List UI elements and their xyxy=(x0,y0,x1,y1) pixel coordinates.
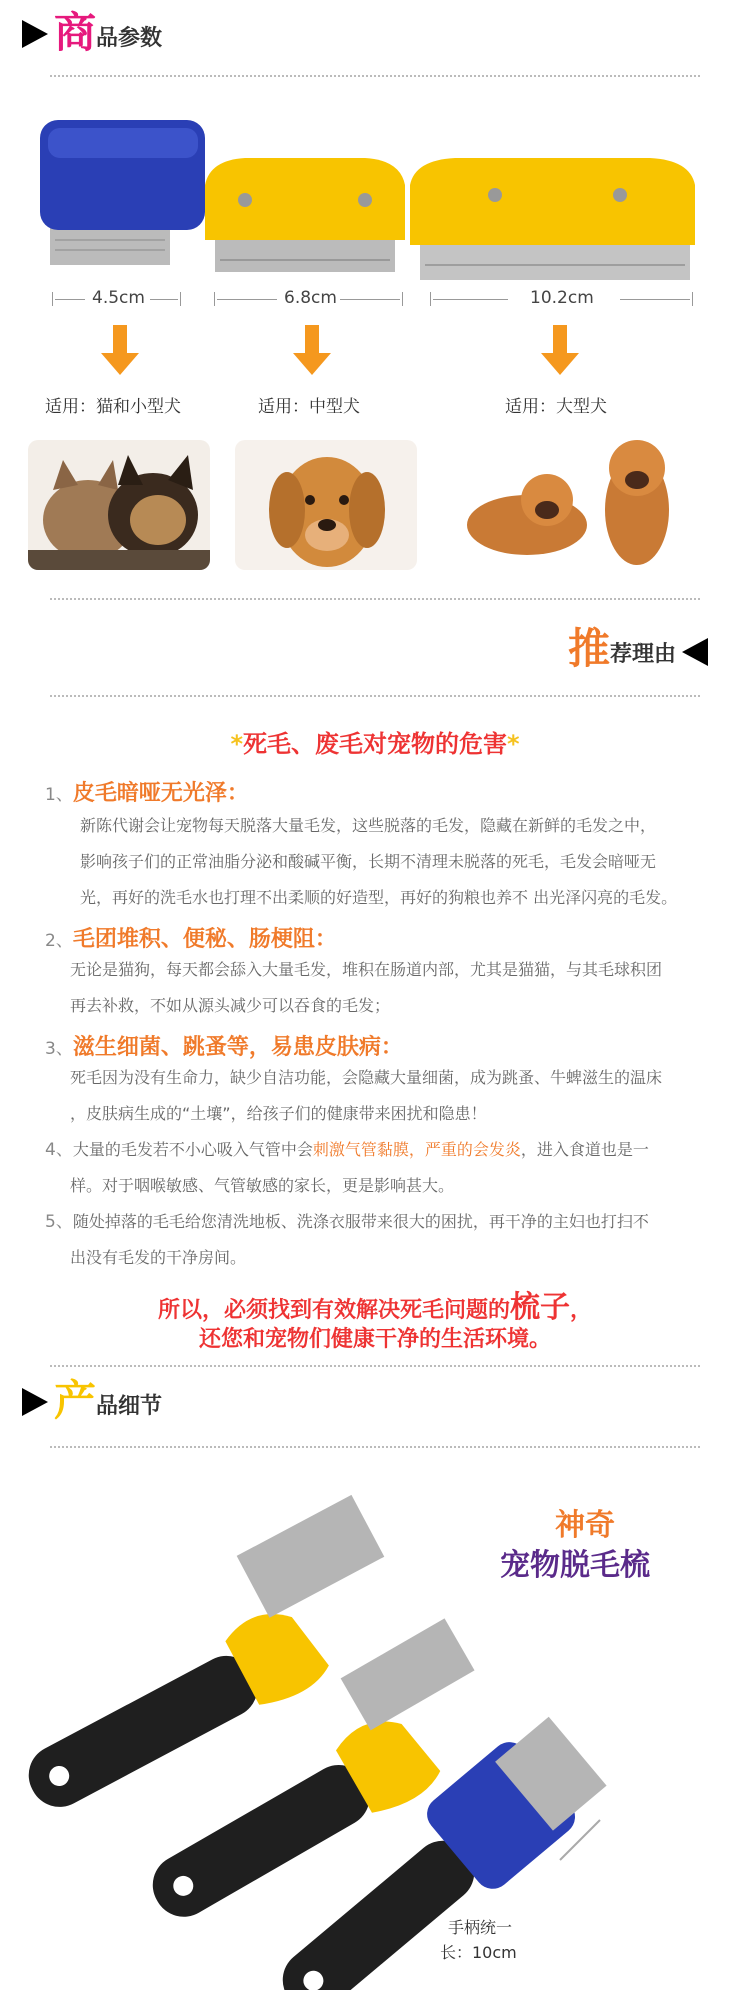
dim-tick xyxy=(692,292,693,306)
arrow-down-icon xyxy=(113,325,127,355)
reason-line: 无论是猫狗，每天都会舔入大量毛发，堆积在肠道内部，尤其是猫猫，与其毛球积团 xyxy=(70,960,663,979)
reason-4 xyxy=(45,1132,735,1204)
section-title-rest: 荐理由 xyxy=(610,642,677,667)
triangle-left-icon xyxy=(682,638,708,666)
divider xyxy=(50,75,700,77)
medium-dog-photo xyxy=(235,440,417,570)
reason-2-heading-row xyxy=(45,922,337,953)
reason-number: 2、 xyxy=(45,931,73,951)
reason-4-text: 大量的毛发若不小心吸入气管中会 xyxy=(72,1140,313,1159)
dim-line xyxy=(150,299,178,300)
reason-number: 1、 xyxy=(45,785,73,805)
divider xyxy=(50,1365,700,1367)
handle-note-line-1: 手柄统一 xyxy=(448,1918,513,1937)
reason-1-body xyxy=(80,808,720,916)
arrow-down-icon xyxy=(305,325,319,355)
harm-title xyxy=(0,724,750,759)
dim-tick xyxy=(214,292,215,306)
harm-title-text: 死毛、废毛对宠物的危害 xyxy=(243,730,507,758)
reason-line: 新陈代谢会让宠物每天脱落大量毛发，这些脱落的毛发，隐藏在新鲜的毛发之中， xyxy=(80,816,657,835)
dim-line xyxy=(340,299,400,300)
section-title-rest: 品细节 xyxy=(96,1394,163,1419)
reason-line: 再去补救，不如从源头减少可以吞食的毛发； xyxy=(70,996,391,1015)
use-label-small: 适用：猫和小型犬 xyxy=(45,397,181,417)
conclusion-line-2: 还您和宠物们健康干净的生活环境。 xyxy=(198,1327,551,1352)
reason-number: 5、 xyxy=(45,1212,73,1232)
arrow-down-icon xyxy=(553,325,567,355)
dim-line xyxy=(217,299,277,300)
product-heads-image xyxy=(30,100,710,280)
reason-line: 死毛因为没有生命力，缺少自洁功能，会隐藏大量细菌，成为跳蚤、牛蜱滋生的温床 xyxy=(70,1068,663,1087)
section-title-big-char: 商 xyxy=(54,8,97,57)
star-icon: * xyxy=(507,730,520,758)
dim-label-medium: 6.8cm xyxy=(284,288,337,308)
dim-tick xyxy=(52,292,53,306)
reason-3-heading-row xyxy=(45,1030,403,1061)
conclusion-line-1 xyxy=(0,1282,750,1326)
large-dogs-photo xyxy=(452,430,684,570)
divider xyxy=(50,695,700,697)
reason-line: 样。对于咽喉敏感、气管敏感的家长，更是影响甚大。 xyxy=(70,1176,455,1195)
dim-tick xyxy=(180,292,181,306)
reason-line: ，皮肤病生成的“土壤”，给孩子们的健康带来困扰和隐患！ xyxy=(70,1104,487,1123)
dim-line xyxy=(433,299,508,300)
dim-line xyxy=(620,299,690,300)
use-label-large: 适用：大型犬 xyxy=(505,397,607,417)
section-title-big-char: 推 xyxy=(568,624,611,673)
divider xyxy=(50,598,700,600)
dim-tick xyxy=(402,292,403,306)
reason-heading: 皮毛暗哑无光泽： xyxy=(72,781,249,806)
divider xyxy=(50,1446,700,1448)
reason-heading: 滋生细菌、跳蚤等，易患皮肤病： xyxy=(72,1035,403,1060)
reason-4-highlight: 刺激气管黏膜，严重的会发炎 xyxy=(312,1140,521,1159)
triangle-right-icon xyxy=(22,1388,48,1416)
star-icon: * xyxy=(230,730,243,758)
reason-5-text: 随处掉落的毛毛给您清洗地板、洗涤衣服带来很大的困扰，再干净的主妇也打扫不 xyxy=(72,1212,649,1231)
cat-and-small-dog-photo xyxy=(28,440,210,570)
conclusion-end: ， xyxy=(570,1298,593,1323)
handle-note-line-2: 长：10cm xyxy=(440,1943,517,1962)
product-tag-line-1: 神奇 xyxy=(555,1508,615,1543)
dim-label-small: 4.5cm xyxy=(92,288,145,308)
product-tag-line-2: 宠物脱毛梳 xyxy=(500,1548,650,1583)
reason-line: 出没有毛发的干净房间。 xyxy=(70,1248,247,1267)
section-title-big-char: 产 xyxy=(54,1376,97,1425)
reason-4-text-end: ，进入食道也是一 xyxy=(520,1140,649,1159)
dim-tick xyxy=(430,292,431,306)
conclusion-highlight: 梳子 xyxy=(510,1290,570,1325)
section-title-rest: 品参数 xyxy=(96,26,163,51)
reason-5 xyxy=(45,1204,735,1276)
triangle-right-icon xyxy=(22,20,48,48)
section-title-params xyxy=(22,8,163,57)
reason-number: 4、 xyxy=(45,1140,73,1160)
section-title-details xyxy=(22,1376,163,1425)
reason-3-body xyxy=(70,1060,730,1132)
reason-heading: 毛团堆积、便秘、肠梗阻： xyxy=(72,927,337,952)
use-label-medium: 适用：中型犬 xyxy=(258,397,360,417)
reason-line: 光，再好的洗毛水也打理不出柔顺的好造型，再好的狗粮也养不 出光泽闪亮的毛发。 xyxy=(80,888,678,907)
dim-line xyxy=(55,299,85,300)
reason-2-body xyxy=(70,952,730,1024)
reason-1-heading-row xyxy=(45,776,249,807)
reason-number: 3、 xyxy=(45,1039,73,1059)
conclusion-text: 所以，必须找到有效解决死毛问题的 xyxy=(157,1298,510,1323)
dim-label-large: 10.2cm xyxy=(530,288,594,308)
reason-line: 影响孩子们的正常油脂分泌和酸碱平衡，长期不清理未脱落的死毛，毛发会暗哑无 xyxy=(80,852,657,871)
section-title-reasons xyxy=(568,624,708,673)
